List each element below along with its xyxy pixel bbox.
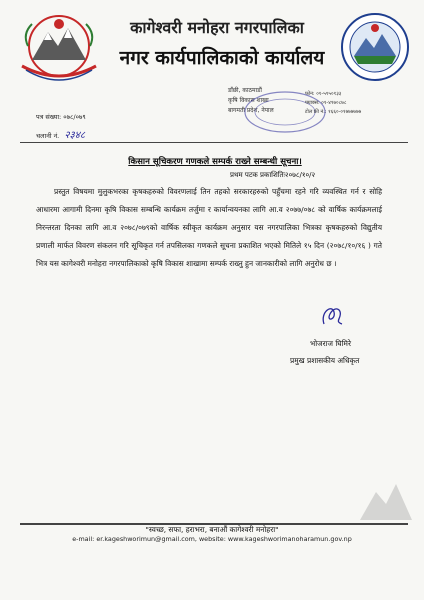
footer-watermark	[356, 470, 416, 530]
fax-number: फ्याक्स: ०१-४९७०८७८	[305, 100, 347, 106]
footer-contact: e-mail: er.kageshworimun@gmail.com, website: www.kageshworimanoharamun.gov.np	[72, 535, 352, 543]
dispatch-number-row	[36, 127, 85, 141]
address-line-2: कृषि विकास शाखा	[228, 97, 269, 104]
signature	[318, 302, 346, 330]
signatory-name: भोजराज घिमिरे	[310, 339, 352, 348]
address-line-1: डाँछी, काठमाडौं	[228, 87, 262, 94]
office-name: नगर कार्यपालिकाको कार्यालय	[119, 47, 325, 69]
signatory-title: प्रमुख प्रशासकीय अधिकृत	[290, 356, 360, 365]
footer-slogan: "स्वच्छ, सफा, हराभरा, बनाऔं कागेश्वरी मनोहरा"	[145, 525, 279, 534]
nepal-emblem-logo	[14, 10, 104, 84]
toll-free-number: टोल फ्री नं.: १६६०-०१७७७७७७	[305, 109, 362, 115]
notice-paragraph: प्रस्तुत विषयमा मुलुकभरका कृषकहरुको विवरणलाई तिन तहको सरकारहरुको पहुँचमा रहने गरि व्यवस्थित गर्न र सोहि आधारमा आगामी दिनमा कृषि विकास सम्बन्धि कार्यक्रम तर्जुमा र कार्यान्वयनका लागि आ.व २०७७/०७८ को वार्षिक कार्यक्रमलाई निरन्तरता दिनका लागि आ.व २०७८/०७९को वार्षिक स्वीकृत कार्यक्रम अनुसार यस नगरपालिका भित्रका कृषकहरुको विद्युतीय प्रणाली मार्फत विवरण संकलन गरि सूचिकृत गर्न तपसिलका गणकले सूचना प्रकाशित भएको मितिले १५ दिन (२०७८/१०/१६ ) गते भित्र यस कागेश्वरी मनोहरा नगरपालिकाको कृषि विकास शाखामा सम्पर्क राख्नु हुन जानकारीको लागि अनुरोध छ ।	[36, 187, 382, 268]
address-line-3: बागमती प्रदेश, नेपाल	[228, 107, 274, 114]
publish-date: प्रथम पटक प्रकाशितिः२०७८/१०/२	[230, 171, 316, 179]
municipal-seal-logo	[340, 12, 410, 82]
header-divider	[20, 142, 408, 143]
dispatch-label: चलानी नं.	[36, 132, 60, 140]
phone-number: फोन: ०१-५९५०१३३	[305, 91, 342, 97]
notice-subject: किसान सूचिकरण गणकले सम्पर्क राख्ने सम्बन्धी सूचना।	[128, 157, 302, 167]
dispatch-number: २३४८	[64, 130, 86, 141]
letter-number: पत्र संख्या: ०७८/०७९	[36, 113, 86, 121]
municipality-name: कागेश्वरी मनोहरा नगरपालिका	[130, 18, 304, 37]
notice-body	[36, 183, 382, 273]
